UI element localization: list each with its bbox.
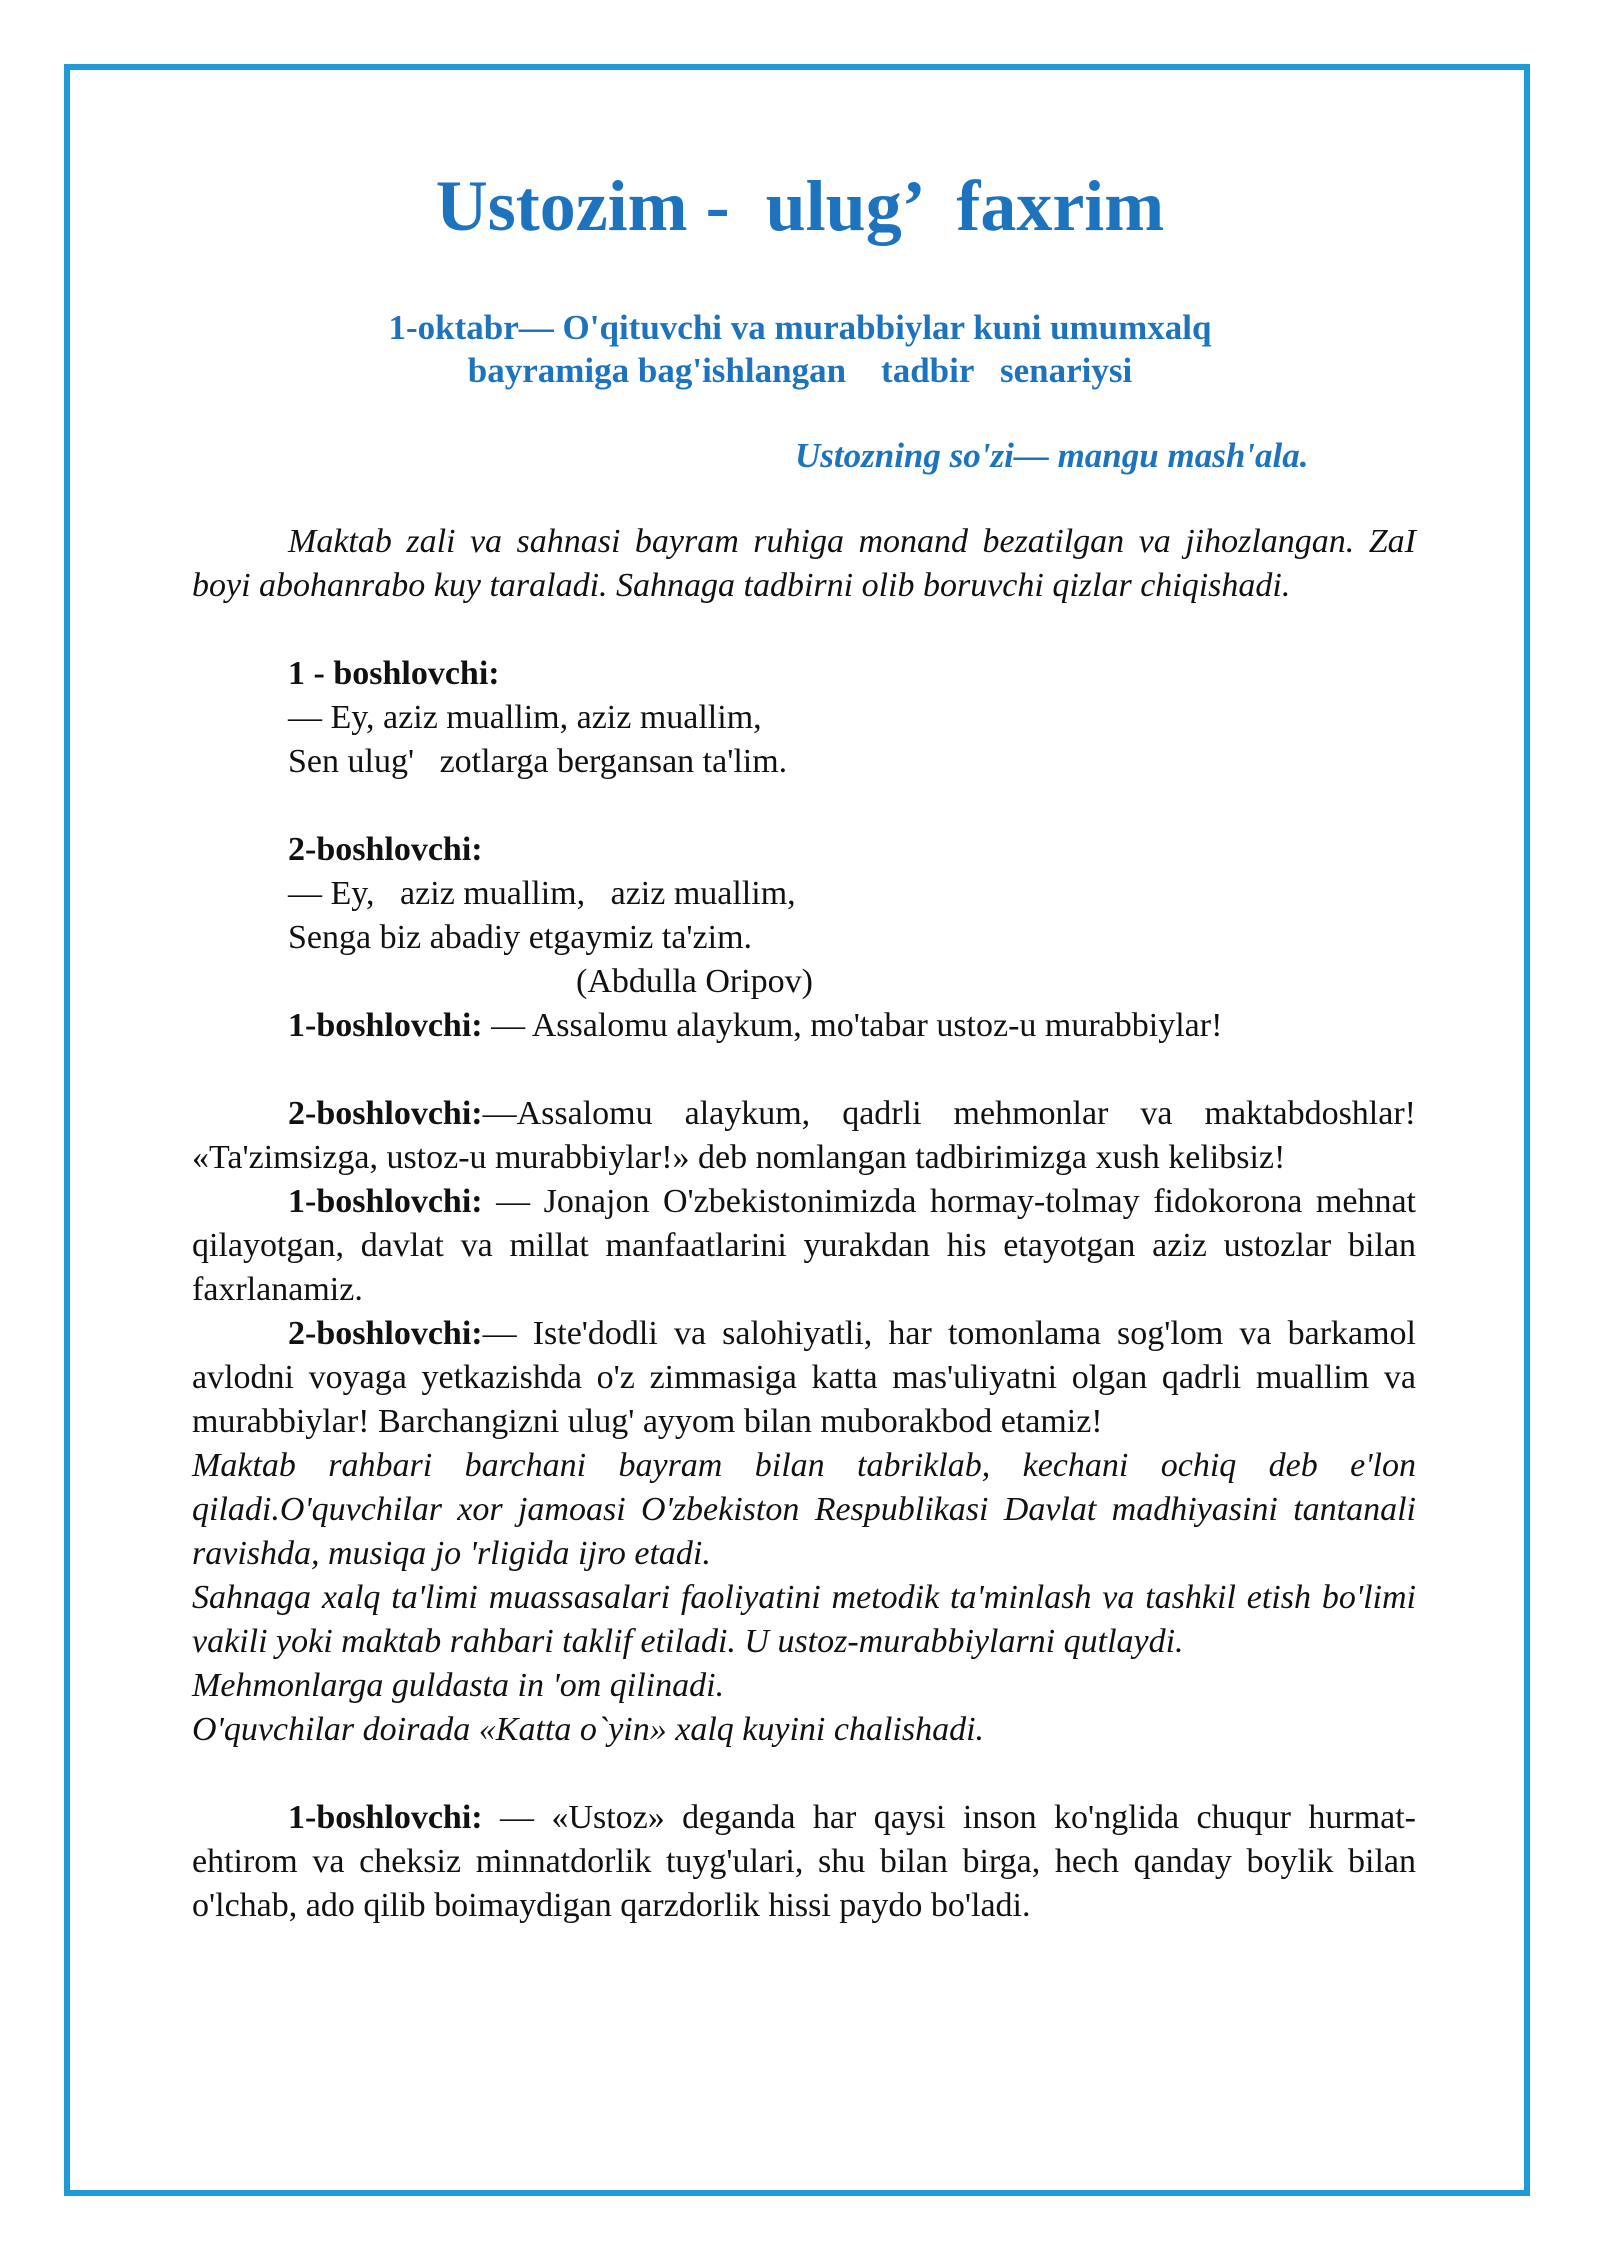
stage-direction-4: O'quvchilar doirada «Katta o`yin» xalq kuyini chalishadi. xyxy=(192,1711,985,1748)
verse-1-line-1: — Ey, aziz muallim, aziz muallim, xyxy=(288,699,762,736)
verse-2-line-2: Senga biz abadiy etgaymiz ta'zim. xyxy=(288,919,753,956)
stage-direction-3: Mehmonlarga guldasta in 'om qilinadi. xyxy=(192,1667,725,1704)
subtitle-line-2: bayramiga bag'ishlangan tadbir senariysi xyxy=(467,351,1133,390)
dialogue-text: — Jonajon O'zbekistonimizda hormay-tolmay fidokorona mehnat qilayotgan, davlat va millat manfaatlarini yurakdan his etayotgan aziz ustozlar bilan faxrlanamiz. xyxy=(192,1183,1416,1308)
dialogue-text: —Assalomu alaykum, qadrli mehmonlar va maktabdoshlar! «Ta'zimsizga, ustoz-u murabbiylar!» deb nomlangan tadbirimizga xush kelibsiz! xyxy=(192,1095,1416,1176)
verse-2-line-1: — Ey, aziz muallim, aziz muallim, xyxy=(288,875,796,912)
speaker-label: 1-boshlovchi: xyxy=(288,1183,483,1220)
verse-1-line-2: Sen ulug' zotlarga bergansan ta'lim. xyxy=(288,743,788,780)
epigraph: Ustozning so'zi— mangu mash'ala. xyxy=(795,436,1309,475)
dialogue-text: — «Ustoz» deganda har qaysi inson ko'nglida chuqur hurmat-ehtirom va cheksiz minnatdorlik tuyg'ulari, shu bilan birga, hech qanday boylik bilan o'lchab, ado qilib boimaydigan qarzdorlik hissi paydo bo'ladi. xyxy=(192,1799,1416,1924)
speaker-label: 1-boshlovchi: xyxy=(288,1007,483,1044)
dialogue-line-a xyxy=(192,1004,1416,1048)
document-body xyxy=(192,520,1416,1928)
speaker-label: 2-boshlovchi: xyxy=(288,1315,483,1352)
subtitle-line-1: 1-oktabr— O'qituvchi va murabbiylar kuni umumxalq xyxy=(388,308,1212,347)
stage-direction-2: Sahnaga xalq ta'limi muassasalari faoliyatini metodik ta'minlash va tashkil etish bo'limi vakili yoki maktab rahbari taklif etiladi. U ustoz-murabbiylarni qutlaydi. xyxy=(192,1579,1416,1660)
dialogue-text: — Iste'dodli va salohiyatli, har tomonlama sog'lom va barkamol avlodni voyaga yetkazishda o'z zimmasiga katta mas'uliyatni olgan qadrli muallim va murabbiylar! Barchangizni ulug' ayyom bilan muborakbod etamiz! xyxy=(192,1315,1416,1440)
dialogue-line-d xyxy=(192,1312,1416,1444)
intro-paragraph: Maktab zali va sahnasi bayram ruhiga monand bezatilgan va jihozlangan. ZaI boyi abohanrabo kuy taraladi. Sahnaga tadbirni olib boruvchi qizlar chiqishadi. xyxy=(192,523,1416,604)
speaker-label: 1-boshlovchi: xyxy=(288,1799,483,1836)
verse-1-speaker: 1 - boshlovchi: xyxy=(288,655,500,692)
document-title: Ustozim - ulug’ faxrim xyxy=(435,166,1165,246)
verse-2-speaker: 2-boshlovchi: xyxy=(288,831,483,868)
dialogue-line-b xyxy=(192,1092,1416,1180)
stage-direction-1: Maktab rahbari barchani bayram bilan tabriklab, kechani ochiq deb e'lon qiladi.O'quvchilar xor jamoasi O'zbekiston Respublikasi Davlat madhiyasini tantanali ravishda, musiqa jo 'rligida ijro etadi. xyxy=(192,1447,1416,1572)
dialogue-text: — Assalomu alaykum, mo'tabar ustoz-u murabbiylar! xyxy=(482,1007,1223,1044)
verse-author: (Abdulla Oripov) xyxy=(576,963,814,1000)
speaker-label: 2-boshlovchi: xyxy=(288,1095,483,1132)
dialogue-line-e xyxy=(192,1796,1416,1928)
dialogue-line-c xyxy=(192,1180,1416,1312)
